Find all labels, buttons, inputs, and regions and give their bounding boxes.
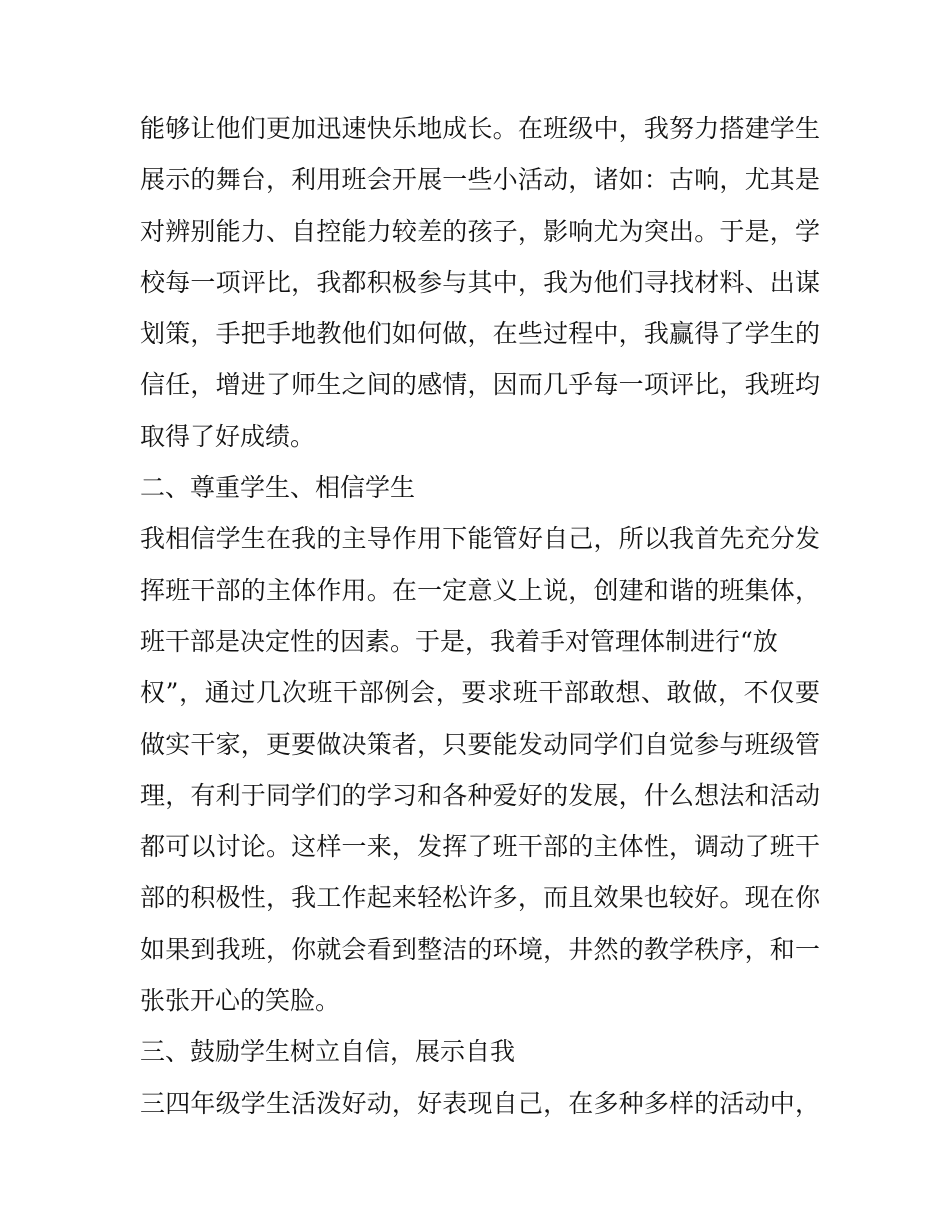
- text-line: 校每一项评比，我都积极参与其中，我为他们寻找材料、出谋: [140, 267, 820, 297]
- text-line: 取得了好成绩。: [140, 421, 316, 451]
- text-line: 挥班干部的主体作用。在一定意义上说，创建和谐的班集体，: [140, 575, 820, 605]
- section-heading: 二、尊重学生、相信学生: [140, 473, 416, 503]
- text-line: 做实干家，更要做决策者，只要能发动同学们自觉参与班级管: [140, 729, 820, 759]
- text-line: 信任，增进了师生之间的感情，因而几乎每一项评比，我班均: [140, 370, 820, 400]
- text-line: 划策，手把手地教他们如何做，在些过程中，我赢得了学生的: [140, 319, 820, 349]
- text-line: 班干部是决定性的因素。于是，我着手对管理体制进行“放: [140, 626, 778, 656]
- text-line: 三四年级学生活泼好动，好表现自己，在多种多样的活动中，: [140, 1088, 820, 1118]
- text-line: 如果到我班，你就会看到整洁的环境，井然的教学秩序，和一: [140, 934, 820, 964]
- text-line: 权”，通过几次班干部例会，要求班干部敢想、敢做，不仅要: [140, 678, 820, 708]
- text-line: 对辨别能力、自控能力较差的孩子，影响尤为突出。于是，学: [140, 216, 820, 246]
- text-line: 我相信学生在我的主导作用下能管好自己，所以我首先充分发: [140, 524, 820, 554]
- text-line: 理，有利于同学们的学习和各种爱好的发展，什么想法和活动: [140, 780, 820, 810]
- section-heading: 三、鼓励学生树立自信，展示自我: [140, 1037, 516, 1067]
- text-line: 都可以讨论。这样一来，发挥了班干部的主体性，调动了班干: [140, 832, 820, 862]
- text-line: 能够让他们更加迅速快乐地成长。在班级中，我努力搭建学生: [140, 114, 820, 143]
- document-body: [140, 103, 820, 1129]
- text-line: 部的积极性，我工作起来轻松许多，而且效果也较好。现在你: [140, 883, 820, 913]
- text-line: 张张开心的笑脸。: [140, 986, 341, 1016]
- text-line: 展示的舞台，利用班会开展一些小活动，诸如：古响，尤其是: [140, 165, 820, 195]
